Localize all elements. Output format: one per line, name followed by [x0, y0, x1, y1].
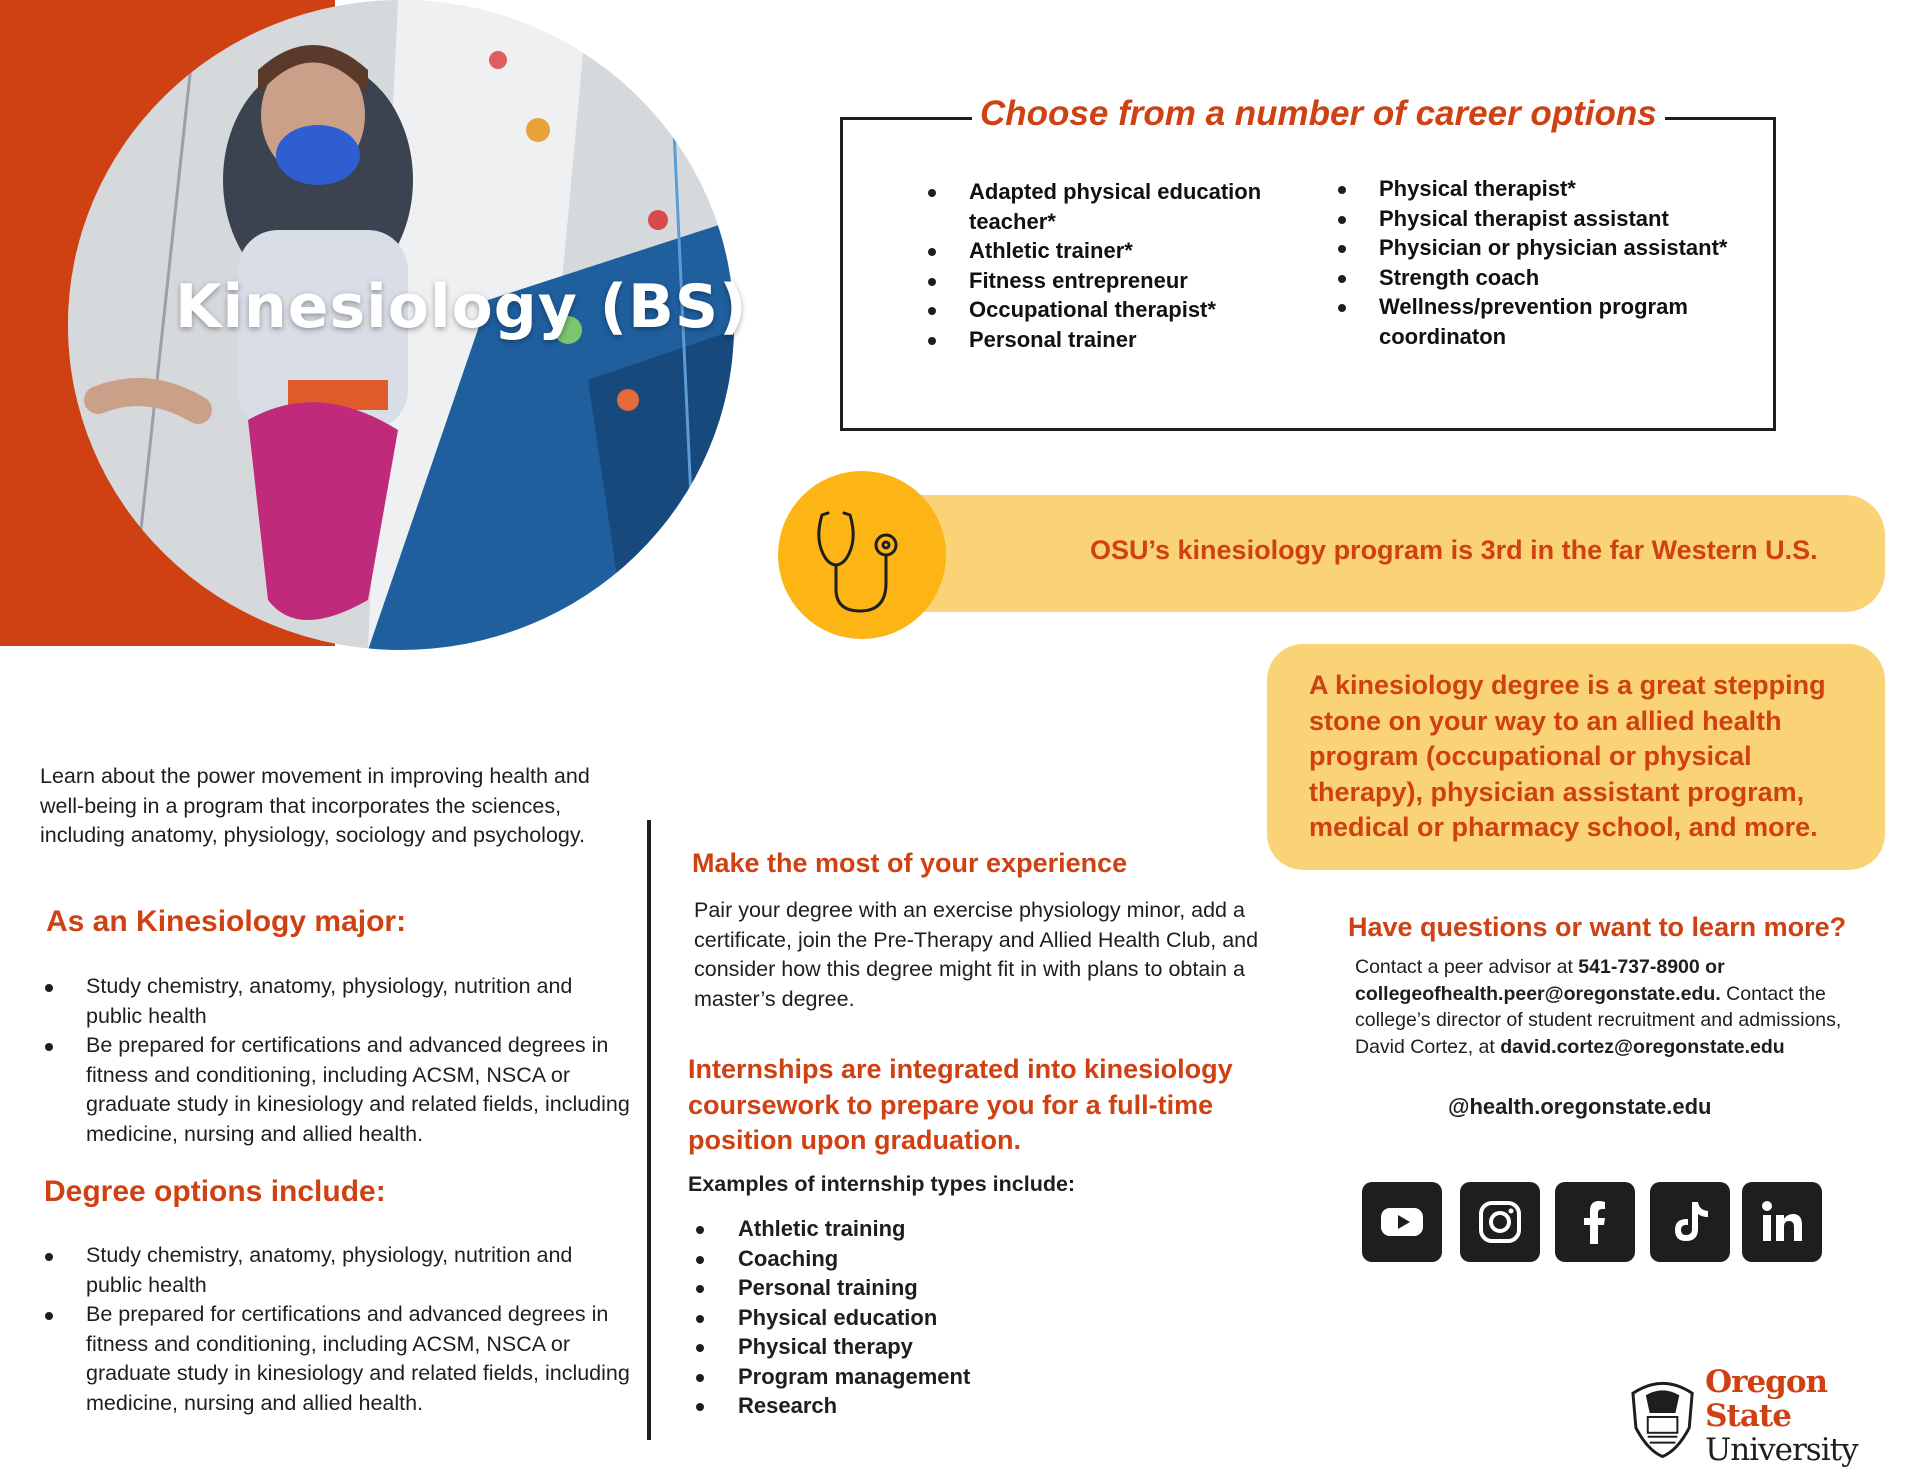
list-item: Occupational therapist*: [924, 295, 1284, 325]
program-title: Kinesiology (BS): [175, 272, 748, 342]
peer-email-link[interactable]: collegeofhealth.peer@oregonstate.edu.: [1355, 982, 1721, 1005]
list-item: Coaching: [690, 1244, 970, 1274]
facebook-icon: [1571, 1198, 1619, 1246]
list-item: Athletic training: [690, 1214, 970, 1244]
list-item: Program management: [690, 1362, 970, 1392]
linkedin-button[interactable]: [1742, 1182, 1822, 1262]
contact-paragraph: [1355, 954, 1895, 1060]
list-item: Strength coach: [1334, 263, 1754, 293]
logo-wordmark-line2: University: [1705, 1432, 1858, 1468]
contact-text: Contact a peer advisor at: [1355, 956, 1579, 978]
list-item: Wellness/prevention program coordinaton: [1334, 292, 1754, 351]
list-item: Personal training: [690, 1273, 970, 1303]
career-list-right: [1334, 174, 1754, 351]
instagram-button[interactable]: [1460, 1182, 1540, 1262]
intro-paragraph: Learn about the power movement in improving health and well-being in a program that incorporates the sciences, including anatomy, physiology, sociology and psychology.: [40, 764, 590, 847]
list-item: Be prepared for certifications and advanced degrees in fitness and conditioning, including ACSM, NSCA or graduate study in kinesiology and related fields, including medicine, nursing and allied health.: [40, 1031, 630, 1149]
degree-options-heading: Degree options include:: [44, 1175, 386, 1208]
list-item: Research: [690, 1391, 970, 1421]
list-item: Study chemistry, anatomy, physiology, nutrition and public health: [40, 1241, 630, 1300]
phone-number[interactable]: 541-737-8900 or: [1578, 956, 1725, 978]
ranking-badge: [778, 471, 946, 639]
contact-text: Contact the college’s director of student recruitment and admissions, David Cortez, at: [1355, 982, 1842, 1058]
director-email-link[interactable]: david.cortez@oregonstate.edu: [1500, 1035, 1785, 1058]
list-item: Study chemistry, anatomy, physiology, nutrition and public health: [40, 972, 630, 1031]
internship-subheading: Examples of internship types include:: [688, 1172, 1076, 1196]
logo-wordmark-line1: Oregon State: [1705, 1364, 1828, 1434]
linkedin-icon: [1758, 1198, 1806, 1246]
list-item: Be prepared for certifications and advanced degrees in fitness and conditioning, including ACSM, NSCA or graduate study in kinesiology and related fields, including medicine, nursing and allied health.: [40, 1300, 630, 1418]
list-item: Physical therapist*: [1334, 174, 1754, 204]
tiktok-button[interactable]: [1650, 1182, 1730, 1262]
internship-list: [690, 1214, 970, 1421]
list-item: Personal trainer: [924, 325, 1284, 355]
list-item: Physician or physician assistant*: [1334, 233, 1754, 263]
youtube-icon: [1378, 1198, 1426, 1246]
ranking-text: OSU’s kinesiology program is 3rd in the far Western U.S.: [1090, 535, 1818, 565]
list-item: Physical education: [690, 1303, 970, 1333]
instagram-icon: [1476, 1198, 1524, 1246]
list-item: Fitness entrepreneur: [924, 266, 1284, 296]
osu-logo: [1628, 1365, 1920, 1467]
facebook-button[interactable]: [1555, 1182, 1635, 1262]
youtube-button[interactable]: [1362, 1182, 1442, 1262]
osu-seal-icon: [1628, 1373, 1697, 1459]
list-item: Physical therapy: [690, 1332, 970, 1362]
list-item: Adapted physical education teacher*: [924, 177, 1284, 236]
experience-paragraph: Pair your degree with an exercise physiology minor, add a certificate, join the Pre-Therapy and Allied Health Club, and consider how this degree might fit in with plans to obtain a master’s degree.: [694, 898, 1259, 1011]
stethoscope-icon: [778, 471, 946, 639]
career-list-left: [924, 177, 1284, 354]
major-heading: As an Kinesiology major:: [46, 905, 407, 938]
list-item: Physical therapist assistant: [1334, 204, 1754, 234]
career-options-title: Choose from a number of career options: [972, 92, 1665, 136]
internship-heading: Internships are integrated into kinesiology coursework to prepare you for a full-time position upon graduation.: [688, 1054, 1233, 1155]
tiktok-icon: [1666, 1198, 1714, 1246]
stepping-stone-callout: A kinesiology degree is a great stepping stone on your way to an allied health program (occupational or physical therapy), physician assistant program, medical or pharmacy school, and more.: [1267, 644, 1885, 870]
list-item: Athletic trainer*: [924, 236, 1284, 266]
website-handle[interactable]: @health.oregonstate.edu: [1448, 1094, 1712, 1119]
experience-heading: Make the most of your experience: [692, 848, 1128, 878]
degree-options-list: [40, 1241, 630, 1418]
column-divider: [647, 820, 651, 1440]
major-list: [40, 972, 630, 1149]
questions-heading: Have questions or want to learn more?: [1348, 912, 1847, 942]
